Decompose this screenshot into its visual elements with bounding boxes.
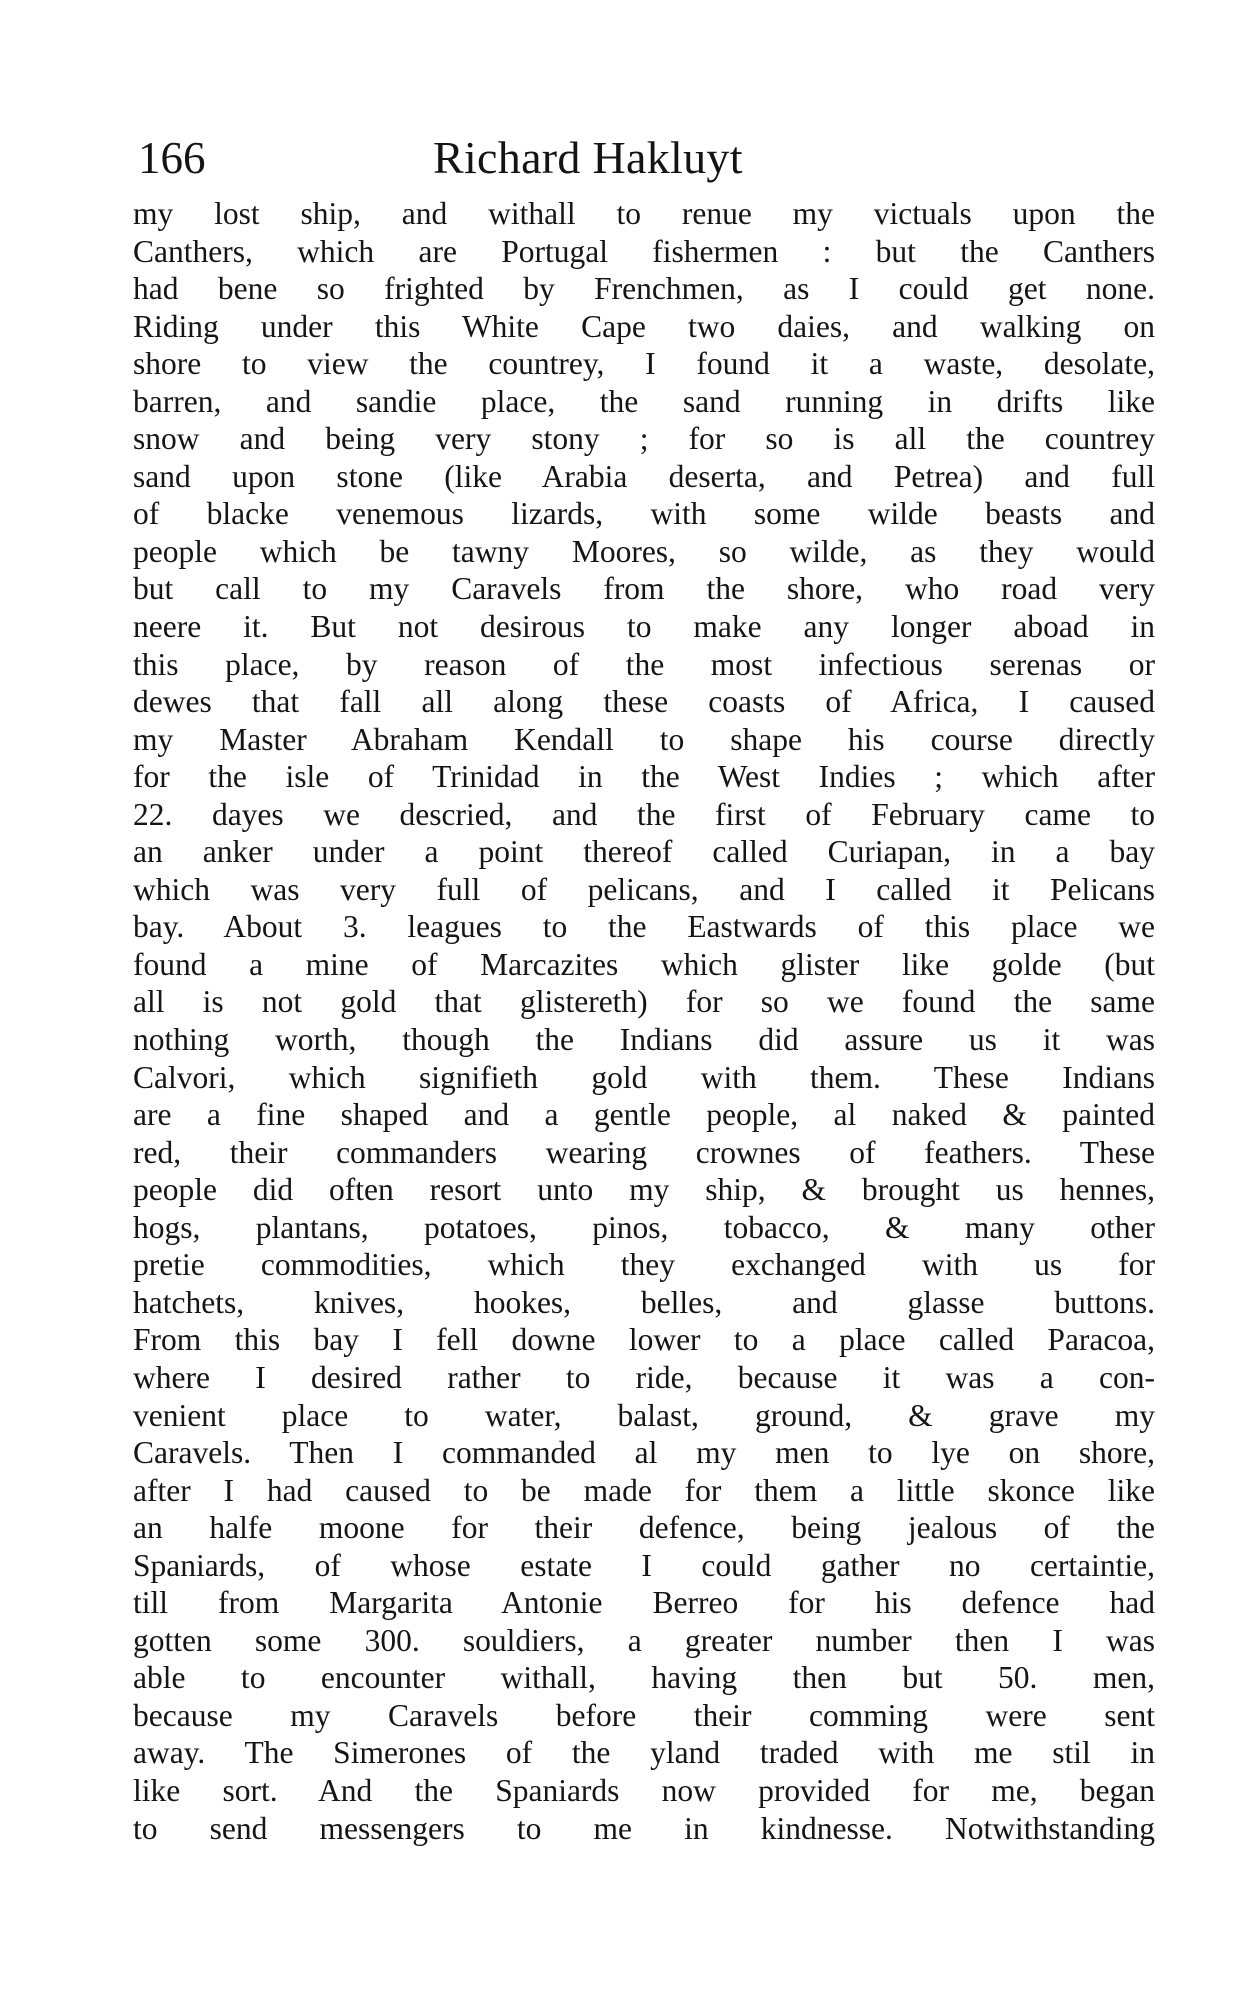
text-line: hatchets, knives, hookes, belles, and glasse buttons.	[133, 1284, 1155, 1320]
page-header	[138, 128, 838, 188]
text-line: snow and being very stony ; for so is all the countrey	[133, 421, 1155, 457]
text-line: this place, by reason of the most infectious serenas or	[133, 646, 1155, 682]
text-line: pretie commodities, which they exchanged with us for	[133, 1247, 1155, 1283]
text-line: nothing worth, though the Indians did assure us it was	[133, 1022, 1155, 1058]
text-line: till from Margarita Antonie Berreo for his defence had	[133, 1585, 1155, 1621]
text-line: venient place to water, balast, ground, & grave my	[133, 1397, 1155, 1433]
text-line: because my Caravels before their comming were sent	[133, 1697, 1155, 1733]
text-line: neere it. But not desirous to make any longer aboad in	[133, 609, 1155, 645]
running-head: Richard Hakluyt	[433, 132, 743, 183]
text-line: gotten some 300. souldiers, a greater number then I was	[133, 1622, 1155, 1658]
text-line: for the isle of Trinidad in the West Indies ; which after	[133, 759, 1155, 795]
text-line: all is not gold that glistereth) for so we found the same	[133, 984, 1155, 1020]
text-line: which was very full of pelicans, and I called it Pelicans	[133, 871, 1155, 907]
text-line: Canthers, which are Portugal fishermen : but the Canthers	[133, 233, 1155, 269]
text-line: found a mine of Marcazites which glister like golde (but	[133, 946, 1155, 982]
text-line: shore to view the countrey, I found it a waste, desolate,	[133, 346, 1155, 382]
body-text	[133, 195, 1155, 1847]
text-line: an anker under a point thereof called Curiapan, in a bay	[133, 834, 1155, 870]
text-line: dewes that fall all along these coasts of Africa, I caused	[133, 684, 1155, 720]
text-line: red, their commanders wearing crownes of feathers. These	[133, 1134, 1155, 1170]
text-line: From this bay I fell downe lower to a place called Paracoa,	[133, 1322, 1155, 1358]
text-line: of blacke venemous lizards, with some wilde beasts and	[133, 496, 1155, 532]
text-line: an halfe moone for their defence, being jealous of the	[133, 1510, 1155, 1546]
text-line: but call to my Caravels from the shore, who road very	[133, 571, 1155, 607]
text-line: Calvori, which signifieth gold with them. These Indians	[133, 1059, 1155, 1095]
text-line: people which be tawny Moores, so wilde, as they would	[133, 533, 1155, 569]
text-line: Spaniards, of whose estate I could gather no certaintie,	[133, 1547, 1155, 1583]
text-line: my lost ship, and withall to renue my victuals upon the	[133, 196, 1155, 231]
text-line: bay. About 3. leagues to the Eastwards of this place we	[133, 909, 1155, 945]
page-number: 166	[138, 133, 206, 183]
text-line: able to encounter withall, having then but 50. men,	[133, 1660, 1155, 1696]
text-line: sand upon stone (like Arabia deserta, and Petrea) and full	[133, 458, 1155, 494]
text-line: 22. dayes we descried, and the first of February came to	[133, 796, 1155, 832]
text-line: Riding under this White Cape two daies, and walking on	[133, 308, 1155, 344]
text-line: are a fine shaped and a gentle people, al naked & painted	[133, 1097, 1155, 1133]
text-line: had bene so frighted by Frenchmen, as I could get none.	[133, 271, 1155, 307]
text-line: my Master Abraham Kendall to shape his course directly	[133, 721, 1155, 757]
text-line: to send messengers to me in kindnesse. Notwithstanding	[133, 1810, 1155, 1846]
text-line: like sort. And the Spaniards now provided for me, began	[133, 1772, 1155, 1808]
text-line: hogs, plantans, potatoes, pinos, tobacco, & many other	[133, 1209, 1155, 1245]
text-line: where I desired rather to ride, because it was a con-	[133, 1359, 1155, 1395]
text-line: away. The Simerones of the yland traded with me stil in	[133, 1735, 1155, 1771]
text-line: after I had caused to be made for them a little skonce like	[133, 1472, 1155, 1508]
text-line: people did often resort unto my ship, & brought us hennes,	[133, 1172, 1155, 1208]
text-line: Caravels. Then I commanded al my men to lye on shore,	[133, 1435, 1155, 1471]
text-line: barren, and sandie place, the sand running in drifts like	[133, 383, 1155, 419]
